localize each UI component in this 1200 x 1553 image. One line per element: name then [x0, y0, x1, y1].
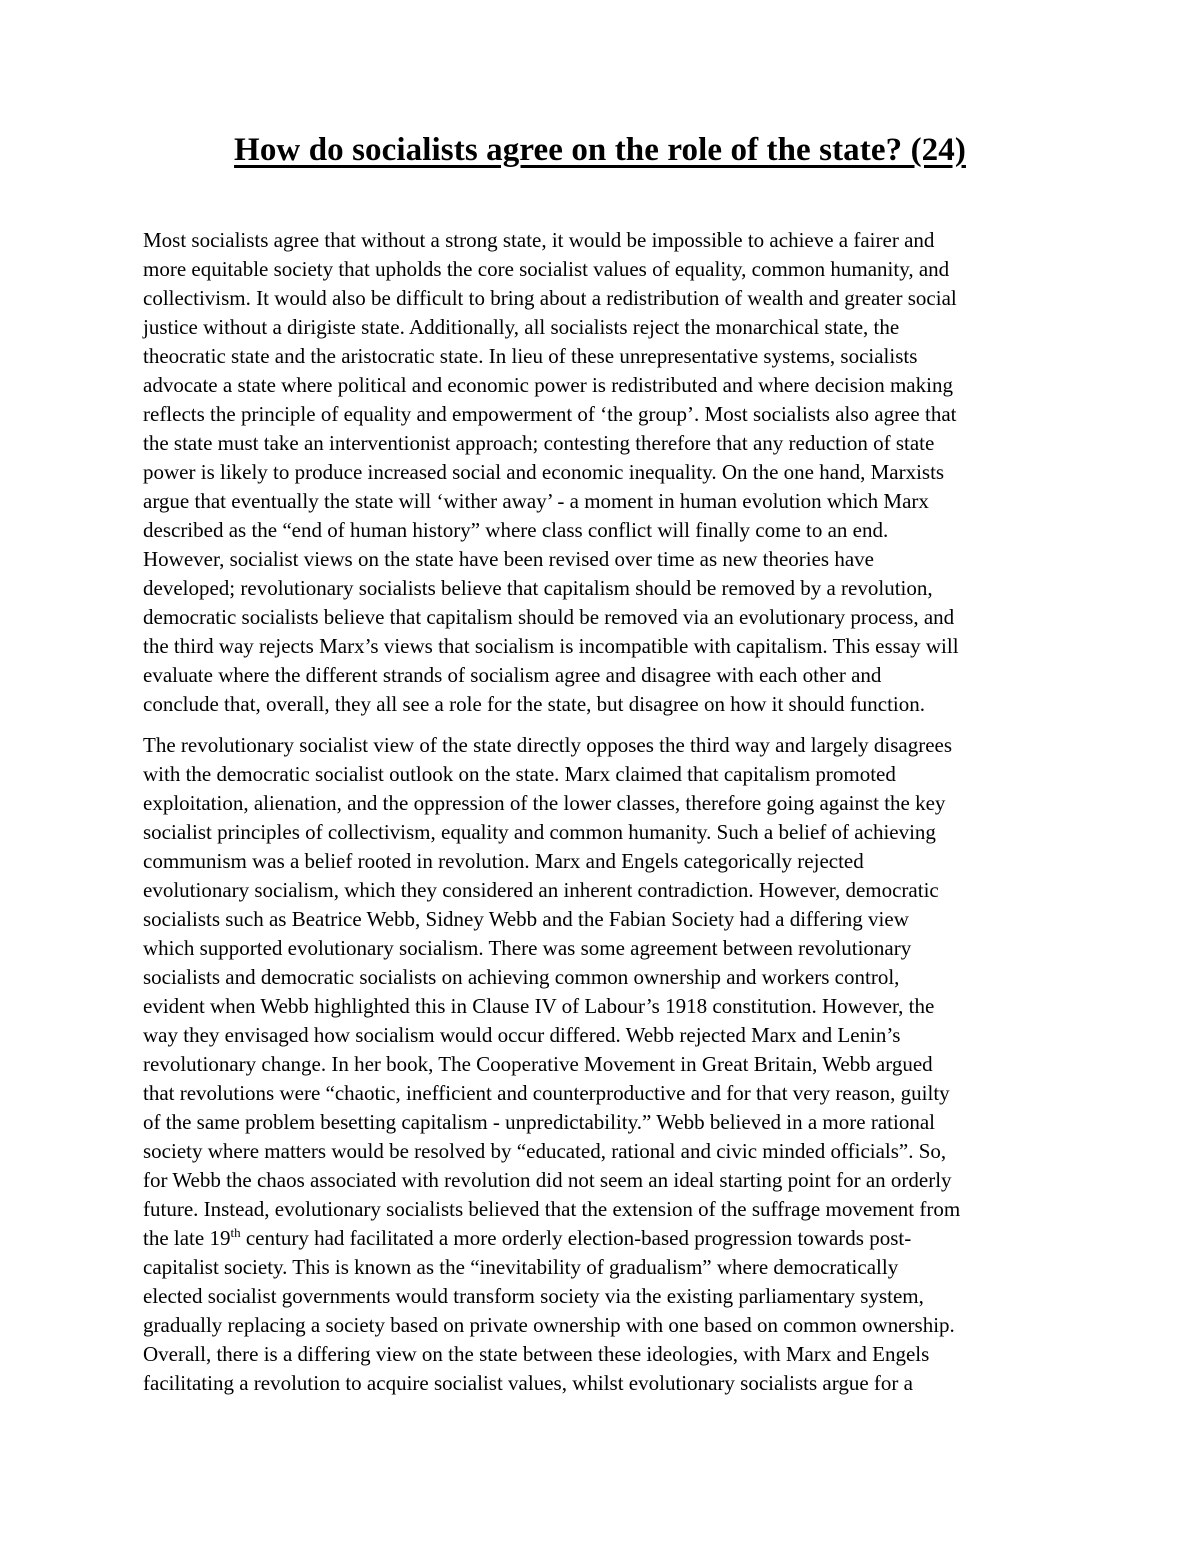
text-line: of the same problem besetting capitalism - unpredictability.” Webb believed in a more rational	[143, 1110, 935, 1134]
text-line-with-superscript	[143, 1224, 1083, 1253]
text-line: for Webb the chaos associated with revolution did not seem an ideal starting point for an orderly	[143, 1168, 952, 1192]
text-line: more equitable society that upholds the core socialist values of equality, common humanity, and	[143, 257, 950, 281]
text-line: developed; revolutionary socialists believe that capitalism should be removed by a revolution,	[143, 576, 933, 600]
text-line: with the democratic socialist outlook on the state. Marx claimed that capitalism promoted	[143, 762, 896, 786]
text-line: reflects the principle of equality and empowerment of ‘the group’. Most socialists also agree that	[143, 402, 957, 426]
text-line: socialist principles of collectivism, equality and common humanity. Such a belief of achieving	[143, 820, 936, 844]
text-line: justice without a dirigiste state. Additionally, all socialists reject the monarchical state, the	[143, 315, 900, 339]
text-line: However, socialist views on the state have been revised over time as new theories have	[143, 547, 874, 571]
text-line: evolutionary socialism, which they considered an inherent contradiction. However, democratic	[143, 878, 939, 902]
text-line: The revolutionary socialist view of the state directly opposes the third way and largely disagrees	[143, 733, 953, 757]
text-line: the state must take an interventionist approach; contesting therefore that any reduction of state	[143, 431, 935, 455]
text-line: facilitating a revolution to acquire socialist values, whilst evolutionary socialists argue for a	[143, 1371, 913, 1395]
text-line: evident when Webb highlighted this in Clause IV of Labour’s 1918 constitution. However, the	[143, 994, 935, 1018]
text-line: that revolutions were “chaotic, inefficient and counterproductive and for that very reason, guilty	[143, 1081, 950, 1105]
text-line: theocratic state and the aristocratic state. In lieu of these unrepresentative systems, socialists	[143, 344, 918, 368]
essay-body	[143, 226, 1083, 1410]
text-line: socialists and democratic socialists on achieving common ownership and workers control,	[143, 965, 900, 989]
text-line: future. Instead, evolutionary socialists believed that the extension of the suffrage movement from	[143, 1197, 961, 1221]
text-line: which supported evolutionary socialism. There was some agreement between revolutionary	[143, 936, 912, 960]
text-fragment: century had facilitated a more orderly election-based progression towards post-	[240, 1226, 912, 1250]
text-line: collectivism. It would also be difficult to bring about a redistribution of wealth and greater social	[143, 286, 957, 310]
text-line: way they envisaged how socialism would occur differed. Webb rejected Marx and Lenin’s	[143, 1023, 901, 1047]
text-line: conclude that, overall, they all see a role for the state, but disagree on how it should function.	[143, 692, 926, 716]
paragraph-2	[143, 731, 1083, 1398]
text-line: socialists such as Beatrice Webb, Sidney Webb and the Fabian Society had a differing view	[143, 907, 909, 931]
text-line: gradually replacing a society based on private ownership with one based on common ownership.	[143, 1313, 955, 1337]
text-line: elected socialist governments would transform society via the existing parliamentary system,	[143, 1284, 924, 1308]
text-line: Overall, there is a differing view on the state between these ideologies, with Marx and Engels	[143, 1342, 930, 1366]
text-line: power is likely to produce increased social and economic inequality. On the one hand, Marxists	[143, 460, 945, 484]
text-line: described as the “end of human history” where class conflict will finally come to an end.	[143, 518, 889, 542]
ordinal-superscript: th	[230, 1225, 241, 1240]
text-line: democratic socialists believe that capitalism should be removed via an evolutionary process, and	[143, 605, 955, 629]
text-line: exploitation, alienation, and the oppression of the lower classes, therefore going against the key	[143, 791, 946, 815]
text-line: revolutionary change. In her book, The Cooperative Movement in Great Britain, Webb argued	[143, 1052, 933, 1076]
text-line: evaluate where the different strands of socialism agree and disagree with each other and	[143, 663, 882, 687]
text-line: argue that eventually the state will ‘wither away’ - a moment in human evolution which Marx	[143, 489, 929, 513]
text-fragment: the late 19	[143, 1226, 231, 1250]
text-line: communism was a belief rooted in revolution. Marx and Engels categorically rejected	[143, 849, 864, 873]
text-line: Most socialists agree that without a strong state, it would be impossible to achieve a fairer and	[143, 228, 935, 252]
text-line: the third way rejects Marx’s views that socialism is incompatible with capitalism. This essay will	[143, 634, 959, 658]
text-line: advocate a state where political and economic power is redistributed and where decision making	[143, 373, 953, 397]
essay-title: How do socialists agree on the role of the state? (24)	[234, 132, 966, 168]
text-line: society where matters would be resolved by “educated, rational and civic minded officials”. So,	[143, 1139, 947, 1163]
text-line: capitalist society. This is known as the “inevitability of gradualism” where democratically	[143, 1255, 899, 1279]
paragraph-1	[143, 226, 1083, 719]
